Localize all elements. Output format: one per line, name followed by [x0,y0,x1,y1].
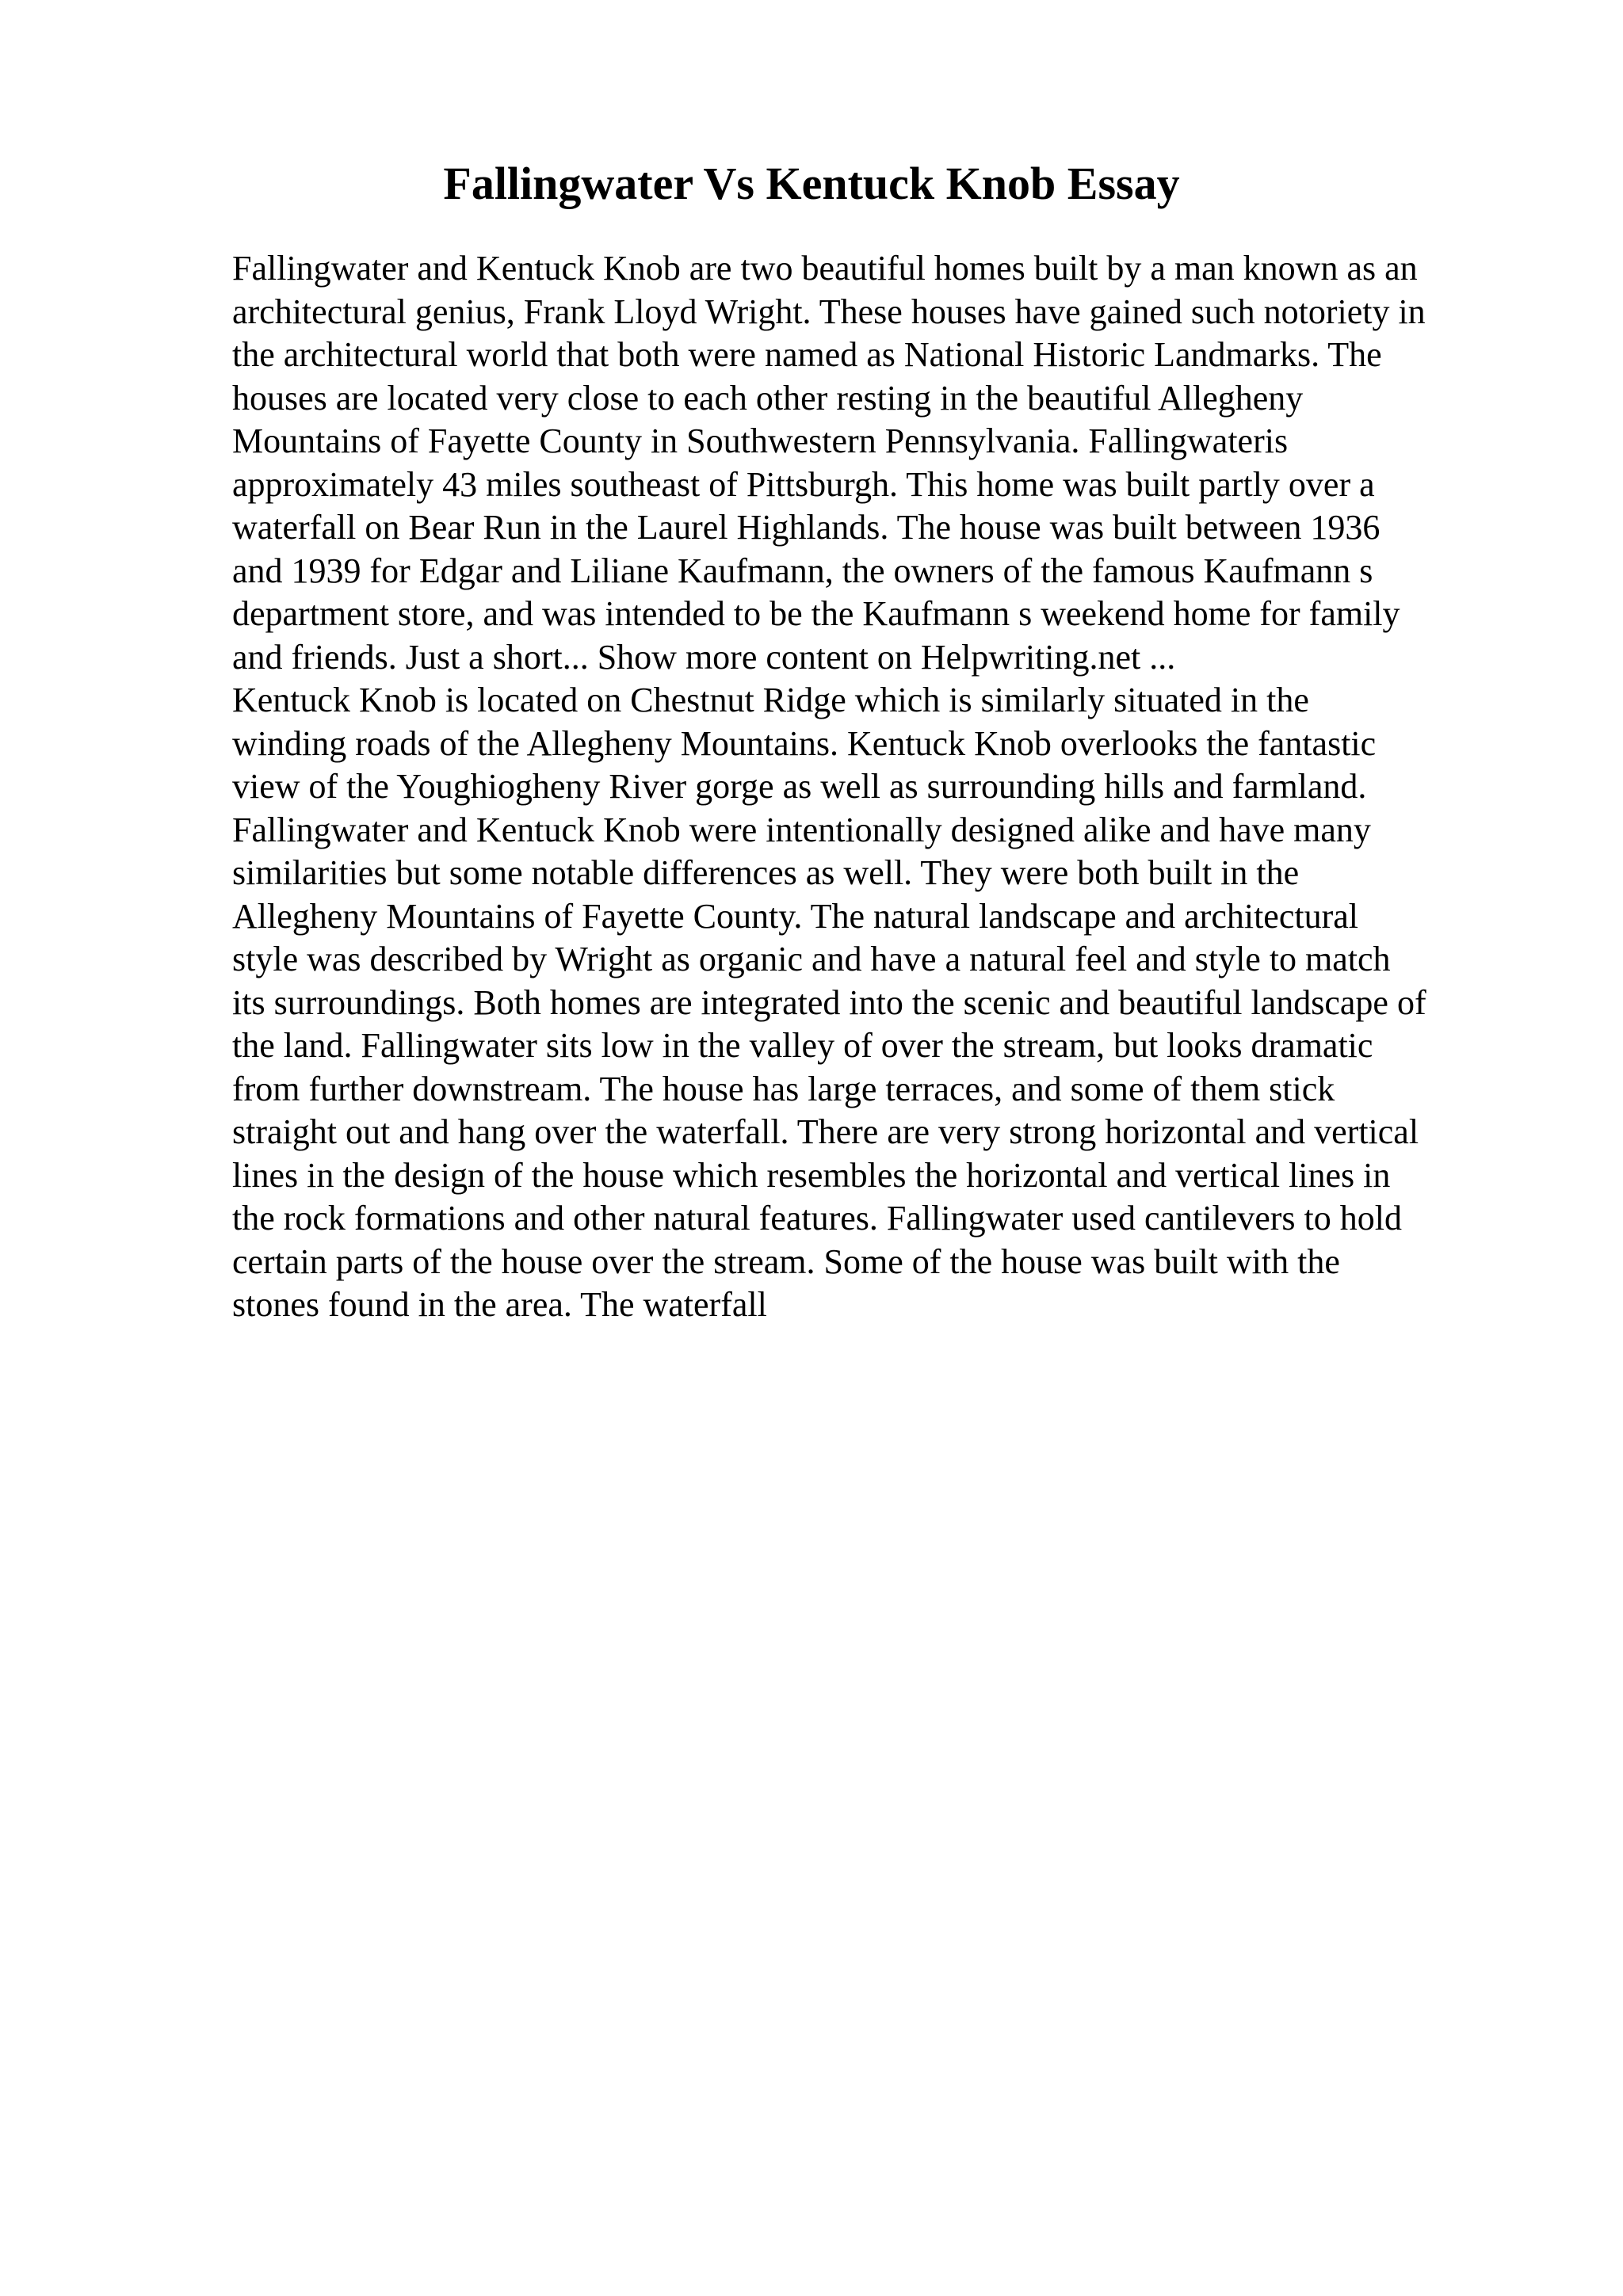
essay-line: certain parts of the house over the stream. Some of the house was built with the [232,1241,1340,1281]
essay-line: view of the Youghiogheny River gorge as well as surrounding hills and farmland. [232,767,1367,806]
essay-line: Mountains of Fayette County in Southwestern Pennsylvania. Fallingwateris [232,421,1289,460]
essay-line: the rock formations and other natural features. Fallingwater used cantilevers to hold [232,1199,1402,1238]
essay-line: Fallingwater and Kentuck Knob are two beautiful homes built by a man known as an [232,249,1418,288]
essay-body [232,247,1516,1327]
essay-line: department store, and was intended to be the Kaufmann s weekend home for family [232,594,1400,633]
essay-line: straight out and hang over the waterfall. There are very strong horizontal and vertical [232,1112,1419,1151]
essay-line: stones found in the area. The waterfall [232,1285,767,1324]
essay-line: houses are located very close to each other resting in the beautiful Allegheny [232,378,1304,418]
essay-line: waterfall on Bear Run in the Laurel Highlands. The house was built between 1936 [232,508,1381,547]
essay-line: winding roads of the Allegheny Mountains. Kentuck Knob overlooks the fantastic [232,723,1377,763]
essay-line: and friends. Just a short... Show more content on Helpwriting.net ... [232,637,1176,677]
essay-line: and 1939 for Edgar and Liliane Kaufmann, the owners of the famous Kaufmann s [232,551,1373,590]
essay-line: similarities but some notable differences as well. They were both built in the [232,853,1300,892]
essay-line: the architectural world that both were named as National Historic Landmarks. The [232,335,1382,374]
document-title: Fallingwater Vs Kentuck Knob Essay [443,158,1180,209]
essay-line: Fallingwater and Kentuck Knob were intentionally designed alike and have many [232,810,1371,849]
essay-line: Kentuck Knob is located on Chestnut Ridge which is similarly situated in the [232,681,1309,719]
essay-line: approximately 43 miles southeast of Pittsburgh. This home was built partly over a [232,464,1375,504]
essay-line: its surroundings. Both homes are integrated into the scenic and beautiful landscape of [232,982,1426,1022]
essay-line: lines in the design of the house which resembles the horizontal and vertical lines in [232,1155,1391,1195]
essay-line: architectural genius, Frank Lloyd Wright. These houses have gained such notoriety in [232,292,1426,331]
essay-line: style was described by Wright as organic and have a natural feel and style to match [232,940,1391,978]
essay-line: Allegheny Mountains of Fayette County. The natural landscape and architectural [232,896,1358,936]
essay-line: the land. Fallingwater sits low in the valley of over the stream, but looks dramatic [232,1026,1373,1065]
essay-line: from further downstream. The house has large terraces, and some of them stick [232,1069,1335,1108]
